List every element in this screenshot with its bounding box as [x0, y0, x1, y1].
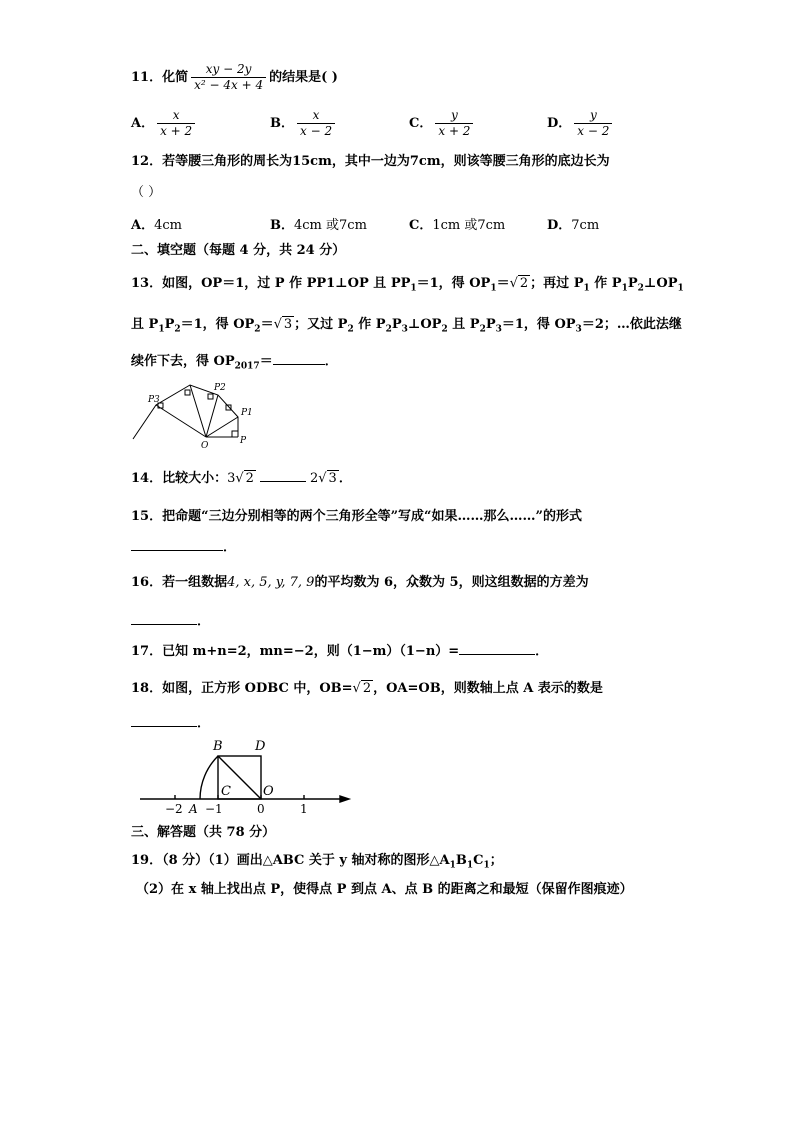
answer-blank: [131, 725, 197, 727]
q11-option-b: B． $\frac{x}{x - 2}$: [270, 108, 338, 139]
q13-line-2: 且 $P_1P_2=1$，得 $OP_2=√$ 3 ；又过 $P_2$ 作 $P_2P_3\perp OP_2$ 且 $P_2P_3=1$，得 $OP_3=2$；…依此法继: [131, 317, 682, 335]
q13-line-1: 13．如图，OP＝1，过 P 作 PP1⊥OP 且 $PP_1=1$，得 $OP_1=√$ 2 ；再过 $P_1$ 作 $P_1P_2\perp OP_1$: [131, 276, 684, 294]
q12-option-d: D．7cm: [547, 218, 600, 233]
label-c: C: [221, 784, 231, 799]
q15-stem: 15．把命题“三边分别相等的两个三角形全等”写成“如果……那么……”的形式: [131, 509, 583, 524]
right-angle-mark: [232, 431, 238, 437]
segment-op4: [156, 405, 206, 437]
answer-blank: [459, 653, 535, 655]
label-p3: P3: [148, 395, 160, 405]
tick-label: 1: [300, 802, 308, 816]
tick-label: −1: [205, 802, 223, 816]
right-angle-mark: [208, 394, 213, 399]
answer-blank: [260, 480, 306, 482]
q11-option-c: C． $\frac{y}{x + 2}$: [409, 108, 476, 139]
q13-spiral-figure: [128, 375, 268, 450]
label-p: P: [240, 436, 247, 446]
q14-stem: 14．比较大小：3√ 2 2√ 3 ．: [131, 471, 352, 486]
q11-fraction: $\frac{xy - 2y}{\text{x² − 4x + 4}}$: [191, 62, 266, 93]
section-heading-fill-in: 二、填空题（每题 4 分，共 24 分）: [131, 243, 346, 258]
right-angle-mark: [226, 405, 231, 410]
q18-number-line-figure: [135, 735, 355, 817]
q12-answer-paren: （ ）: [131, 185, 162, 200]
arc-ob-to-a: [200, 756, 218, 799]
q12-option-a: A．4cm: [131, 218, 182, 233]
q15-answer-line: ．: [131, 536, 236, 555]
right-angle-mark: [185, 390, 190, 395]
answer-blank: [131, 623, 197, 625]
sqrt-2: √ 2: [509, 276, 529, 291]
label-o: O: [201, 441, 209, 450]
q16-answer-line: ．: [131, 610, 210, 629]
answer-blank: [131, 549, 223, 551]
q11-option-d: D． $\frac{y}{x - 2}$: [547, 108, 615, 139]
q18-answer-line: ．: [131, 712, 210, 731]
q13-line-3: 续作下去，得 $OP_{2017}=$ ．: [131, 354, 338, 372]
label-d: D: [255, 739, 266, 754]
q16-stem: 16．若一组数据4, x, 5, y, 7, 9的平均数为 6，众数为 5，则这组数据的方差为: [131, 575, 589, 590]
q12-option-b: B．4cm 或7cm: [270, 218, 367, 233]
axis-arrow: [340, 796, 349, 802]
q12-option-c: C．1cm 或7cm: [409, 218, 506, 233]
label-o: O: [263, 784, 274, 799]
section-heading-answer: 三、解答题（共 78 分）: [131, 825, 276, 840]
sqrt-3: √ 3: [273, 317, 293, 332]
q12-stem: 12．若等腰三角形的周长为15cm，其中一边为7cm，则该等腰三角形的底边长为: [131, 154, 610, 169]
q11-option-a: A． $\frac{x}{x + 2}$: [131, 108, 198, 139]
answer-blank: [273, 363, 325, 365]
q19-line-1: 19．（8 分）（1）画出△ABC 关于 y 轴对称的图形$\triangle A_1B_1C_1$；: [131, 853, 503, 871]
q17-stem: 17．已知 m+n=2，mn=−2，则（1−m）（1−n）= ．: [131, 644, 549, 659]
q18-stem: 18．如图，正方形 ODBC 中，OB=√ 2 ，OA=OB，则数轴上点 A 表示的数是: [131, 681, 603, 696]
tick-label: 0: [257, 802, 265, 816]
label-p1: P1: [241, 408, 253, 418]
q11-stem: 11．化简 $\frac{xy - 2y}{\text{x² − 4x + 4}}$ 的结果是( ): [131, 62, 338, 92]
label-p2: P2: [214, 383, 226, 393]
label-a: A: [189, 802, 198, 816]
tick-label: −2: [165, 802, 183, 816]
label-b: B: [213, 739, 223, 754]
q19-line-2: （2）在 x 轴上找出点 P，使得点 P 到点 A、点 B 的距离之和最短（保留作图痕迹）: [136, 882, 633, 897]
segment-op3: [190, 385, 206, 437]
